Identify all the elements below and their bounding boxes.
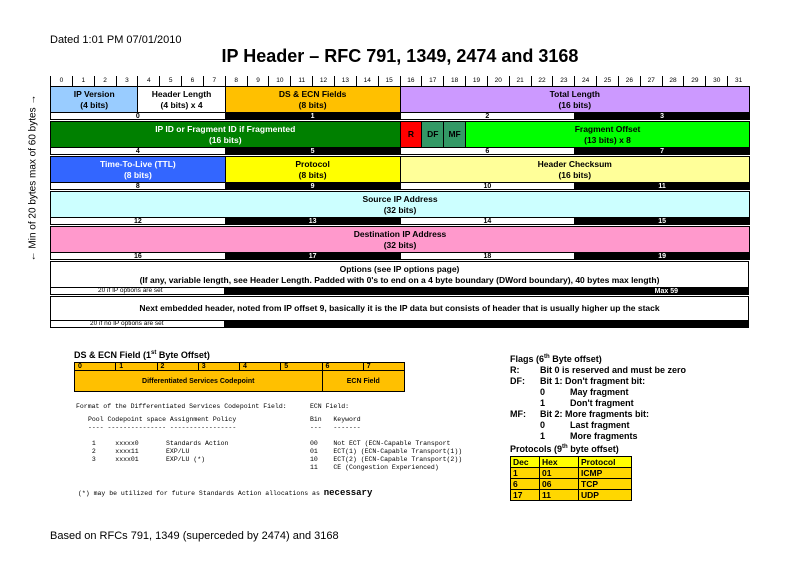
flag-key: MF:	[510, 409, 526, 419]
footer-note: Based on RFCs 791, 1349 (superceded by 2474) and 3168	[50, 530, 339, 542]
bit-number: 16	[400, 76, 422, 86]
bit-number: 21	[509, 76, 531, 86]
flag-value: 0	[540, 387, 546, 397]
header-field-label	[427, 129, 438, 140]
header-field-label	[279, 89, 347, 111]
field-name: Header Length	[151, 88, 212, 99]
flag-desc: Bit 2: More fragments bit:	[540, 409, 650, 419]
bit-number: 31	[727, 76, 749, 86]
byte-offset: 11	[574, 182, 750, 190]
byte-offset: 6	[400, 147, 576, 155]
ds-footnote-emphasis: necessary	[323, 488, 373, 498]
field-size: (8 bits)	[123, 169, 152, 180]
flags-lines	[510, 365, 686, 442]
header-field-label	[362, 194, 437, 216]
bit-number: 18	[443, 76, 465, 86]
ds-bit: 5	[280, 362, 322, 371]
dscp-field: Differentiated Services Codepoint	[74, 370, 323, 392]
byte-offset: 15	[574, 217, 750, 225]
bit-number: 19	[465, 76, 487, 86]
byte-offset: 13	[225, 217, 401, 225]
header-field-label	[575, 124, 641, 146]
bit-number: 0	[50, 76, 72, 86]
protocols-header-row	[511, 457, 632, 468]
ip-header-diagram	[50, 76, 749, 348]
bit-number: 22	[531, 76, 553, 86]
protocols-cell: 11	[540, 490, 579, 501]
header-field	[137, 86, 225, 113]
field-size: (8 bits)	[298, 99, 327, 110]
byte-offset: 4	[50, 147, 226, 155]
payload-note: 20 if no IP options are set	[90, 319, 164, 327]
options-detail: (If any, variable length, see Header Length. Padded with 0's to end on a 4 byte boundary (DWord boundary), 40 bytes max length)	[139, 274, 660, 285]
header-field-label	[448, 129, 460, 140]
bit-number: 27	[640, 76, 662, 86]
flag-desc: Bit 1: Don't fragment bit:	[540, 376, 646, 386]
bit-number: 5	[159, 76, 181, 86]
ecn-table: Bin Keyword --- ------- 00 Not ECT (ECN-Capable Transport 01 ECT(1) (ECN-Capable Transport(1)) 10 ECT(2) (ECN-Capable Transport(2)) 11 CE (Congestion Experienced)	[310, 416, 463, 471]
protocols-title: Protocols (9th byte offset)	[510, 444, 619, 454]
ecn-field: ECN Field	[322, 370, 406, 392]
options-note: 20 if IP options are set	[98, 286, 163, 294]
header-field-label	[100, 159, 176, 181]
field-size: (8 bits)	[298, 169, 327, 180]
byte-offset: 3	[574, 112, 750, 120]
flag-line	[510, 409, 686, 420]
bit-number: 23	[552, 76, 574, 86]
options-bar-right: Max 59	[225, 287, 749, 295]
bit-number: 2	[94, 76, 116, 86]
byte-offset: 16	[50, 252, 226, 260]
header-field	[443, 121, 466, 148]
payload-bar-right	[225, 320, 749, 328]
ds-bit: 0	[74, 362, 116, 371]
header-field	[225, 156, 401, 183]
options-field	[50, 261, 749, 288]
byte-offset: 1	[225, 112, 401, 120]
byte-offset: 8	[50, 182, 226, 190]
header-field-label	[152, 89, 212, 111]
ds-bit: 6	[322, 362, 364, 371]
ds-bit: 3	[198, 362, 240, 371]
flag-key	[510, 431, 540, 442]
bit-number: 3	[116, 76, 138, 86]
header-field	[225, 86, 401, 113]
header-field	[50, 156, 226, 183]
ds-bit: 4	[239, 362, 281, 371]
ds-bit: 1	[115, 362, 157, 371]
header-field	[400, 156, 751, 183]
bit-number: 15	[378, 76, 400, 86]
field-name: DS & ECN Fields	[278, 88, 347, 99]
field-name: Total Length	[549, 88, 600, 99]
protocols-cell: 6	[511, 479, 540, 490]
flag-line	[510, 398, 686, 409]
dscp-format-title: Format of the Differentiated Services Codepoint Field:	[76, 403, 287, 410]
bit-number: 25	[596, 76, 618, 86]
header-field	[50, 226, 750, 253]
flag-line	[510, 365, 686, 376]
protocols-cell: 06	[540, 479, 579, 490]
flag-value: 0	[540, 420, 546, 430]
protocols-table	[510, 456, 632, 501]
flag-key: R:	[510, 365, 520, 375]
protocols-header-cell: Hex	[540, 457, 579, 468]
flag-desc: Last fragment	[570, 420, 630, 430]
bit-number: 26	[618, 76, 640, 86]
bit-number: 20	[487, 76, 509, 86]
flag-key	[510, 398, 540, 409]
field-name: MF	[448, 129, 461, 139]
pool-table: Pool Codepoint space Assignment Policy ---- --------------- ----------------- 1 xxxxx0 Standards Action 2 xxxx11 EXP/LU 3 xxxx01 EXP/LU (*)	[88, 416, 237, 463]
side-label-text: ← Min of 20 bytes max of 60 bytes →	[27, 94, 39, 262]
bit-number: 9	[247, 76, 269, 86]
field-size: (32 bits)	[383, 239, 417, 250]
flag-line	[510, 387, 686, 398]
field-size: (16 bits)	[558, 169, 592, 180]
bit-number: 4	[137, 76, 159, 86]
table-row	[511, 468, 632, 479]
byte-offset: 12	[50, 217, 226, 225]
field-size: (16 bits)	[558, 99, 592, 110]
field-name: DF	[427, 129, 439, 139]
field-name: IP ID or Fragment ID if Fragmented	[155, 123, 296, 134]
byte-offset: 18	[400, 252, 576, 260]
options-label	[140, 264, 660, 286]
flag-desc: Don't fragment	[570, 398, 634, 408]
bit-number: 29	[683, 76, 705, 86]
flag-value: 1	[540, 431, 546, 441]
protocols-cell: UDP	[579, 490, 632, 501]
protocols-cell: ICMP	[579, 468, 632, 479]
protocols-header-cell: Protocol	[579, 457, 632, 468]
byte-offset: 14	[400, 217, 576, 225]
field-name: IP Version	[73, 88, 115, 99]
flag-key	[510, 387, 540, 398]
header-field	[50, 191, 750, 218]
bit-number: 1	[72, 76, 94, 86]
flag-line	[510, 420, 686, 431]
payload-text: Next embedded header, noted from IP offset 9, basically it is the IP data but consists of header that is usually higher up the stack	[139, 303, 660, 313]
protocols-cell: 01	[540, 468, 579, 479]
bit-number: 17	[421, 76, 443, 86]
header-field	[400, 86, 751, 113]
flags-title: Flags (6th Byte offset)	[510, 354, 602, 364]
field-name: Header Checksum	[537, 158, 612, 169]
flags-section	[510, 352, 686, 442]
header-field	[421, 121, 444, 148]
ds-title-sup: st	[151, 350, 157, 356]
bit-number: 11	[290, 76, 312, 86]
field-name: Source IP Address	[362, 193, 438, 204]
field-size: (13 bits) x 8	[584, 134, 631, 145]
ds-bit: 7	[363, 362, 405, 371]
flag-key: DF:	[510, 376, 525, 386]
flag-line	[510, 431, 686, 442]
protocols-cell: 17	[511, 490, 540, 501]
side-label	[26, 90, 40, 266]
field-size: (32 bits)	[383, 204, 417, 215]
field-name: R	[407, 129, 414, 139]
bit-number: 12	[312, 76, 334, 86]
header-field-label	[408, 129, 414, 140]
bit-number: 30	[705, 76, 727, 86]
bit-number: 24	[574, 76, 596, 86]
header-field-label	[74, 89, 115, 111]
header-field	[50, 86, 138, 113]
flag-desc: May fragment	[570, 387, 629, 397]
header-field-label	[295, 159, 329, 181]
byte-offset: 9	[225, 182, 401, 190]
field-name: Protocol	[295, 158, 330, 169]
byte-offset: 7	[574, 147, 750, 155]
byte-offset: 0	[50, 112, 226, 120]
header-field-label	[550, 89, 600, 111]
byte-offset: 19	[574, 252, 750, 260]
header-field	[400, 121, 423, 148]
byte-offset: 10	[400, 182, 576, 190]
bit-number: 10	[268, 76, 290, 86]
options-title: Options (see IP options page)	[339, 263, 460, 274]
ds-bit: 2	[157, 362, 199, 371]
bit-number: 14	[356, 76, 378, 86]
bit-number: 8	[225, 76, 247, 86]
field-name: Fragment Offset	[574, 123, 641, 134]
header-field	[50, 121, 401, 148]
ds-footnote: (*) may be utilized for future Standards Action allocations as necessary	[78, 488, 373, 498]
flag-desc: More fragments	[570, 431, 638, 441]
flag-key	[510, 420, 540, 431]
protocols-cell: TCP	[579, 479, 632, 490]
field-size: (4 bits) x 4	[160, 99, 203, 110]
table-row	[511, 479, 632, 490]
ds-title: DS & ECN Field (1st Byte Offset)	[74, 350, 210, 360]
dated-label: Dated 1:01 PM 07/01/2010	[50, 34, 182, 46]
field-size: (16 bits)	[208, 134, 242, 145]
flag-value: 1	[540, 398, 546, 408]
header-field-label	[538, 159, 612, 181]
byte-offset: 2	[400, 112, 576, 120]
bit-number: 7	[203, 76, 225, 86]
header-field-label	[155, 124, 295, 146]
bit-number: 6	[181, 76, 203, 86]
byte-offset: 17	[225, 252, 401, 260]
flag-desc: Bit 0 is reserved and must be zero	[540, 365, 687, 375]
field-size: (4 bits)	[80, 99, 109, 110]
field-name: Time-To-Live (TTL)	[100, 158, 176, 169]
ecn-title: ECN Field:	[310, 403, 350, 410]
bit-number: 13	[334, 76, 356, 86]
header-field	[465, 121, 750, 148]
field-name: Destination IP Address	[353, 228, 447, 239]
flag-line	[510, 376, 686, 387]
bit-number: 28	[662, 76, 684, 86]
byte-offset: 5	[225, 147, 401, 155]
header-field-label	[354, 229, 447, 251]
protocols-header-cell: Dec	[511, 457, 540, 468]
protocols-cell: 1	[511, 468, 540, 479]
table-row	[511, 490, 632, 501]
payload-field	[50, 296, 749, 321]
page-title: IP Header – RFC 791, 1349, 2474 and 3168	[221, 46, 579, 66]
